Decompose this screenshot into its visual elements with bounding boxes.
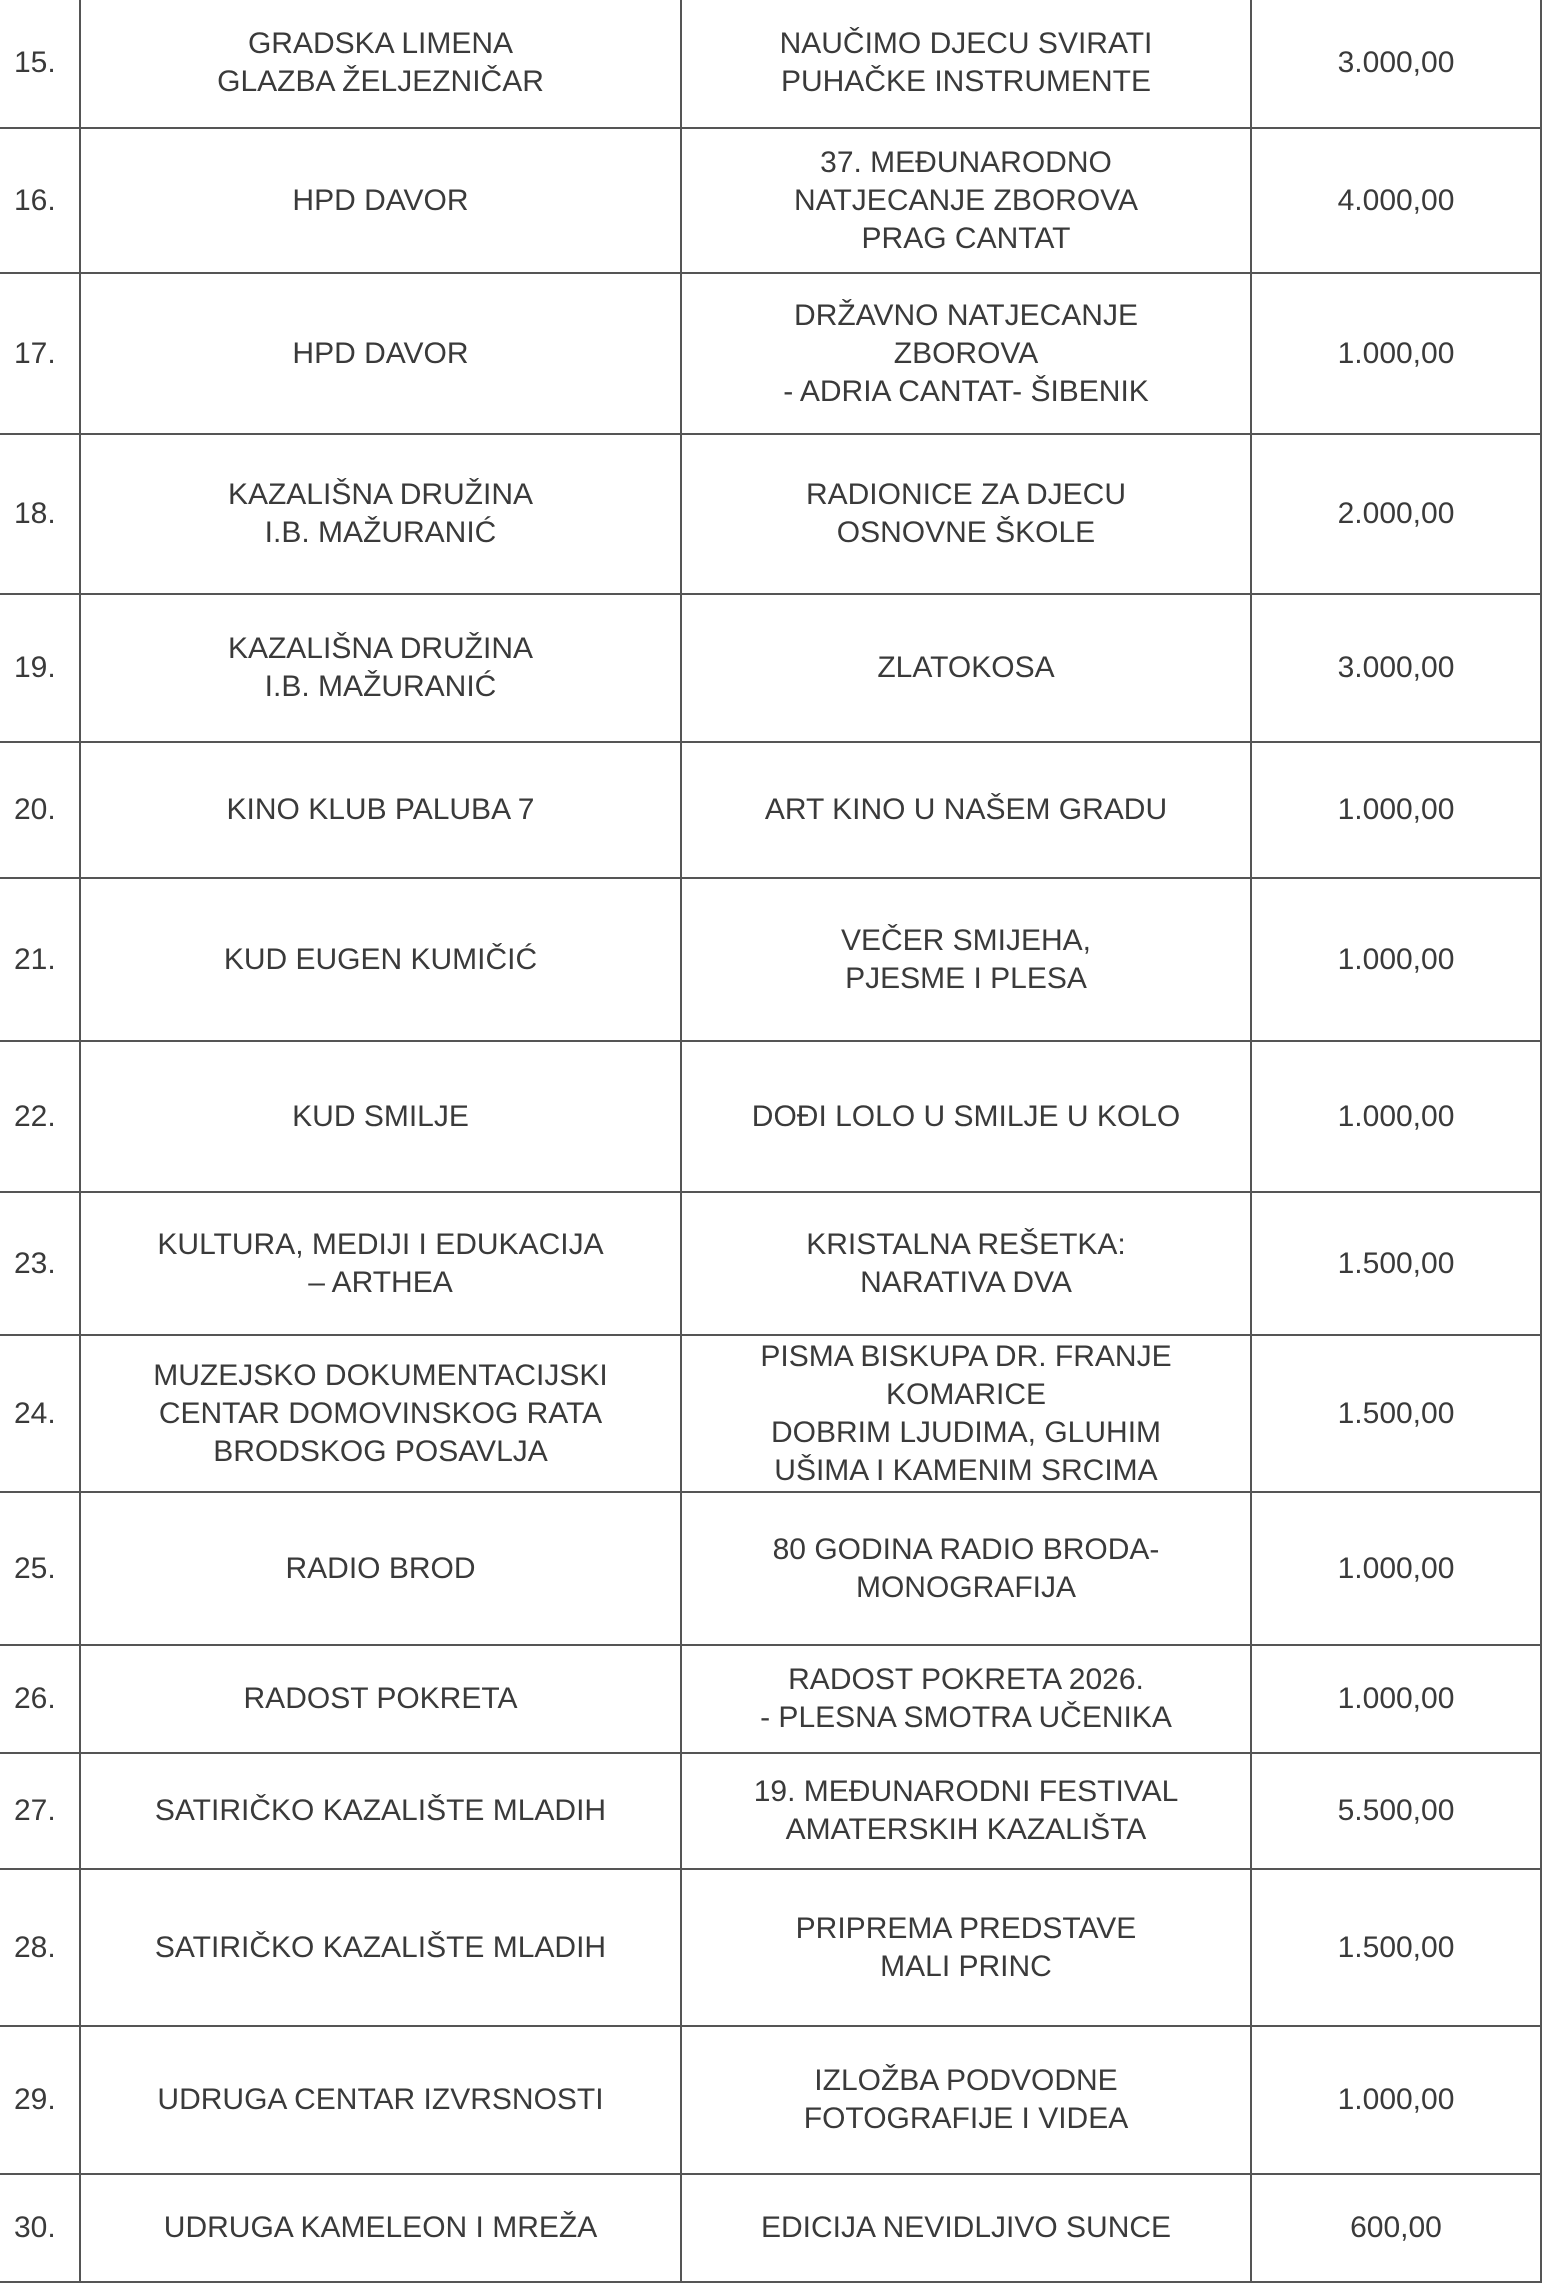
row-number: 15. <box>0 0 80 128</box>
project-cell: PISMA BISKUPA DR. FRANJE KOMARICE DOBRIM LJUDIMA, GLUHIM UŠIMA I KAMENIM SRCIMA <box>681 1335 1251 1492</box>
row-number: 21. <box>0 878 80 1041</box>
organization-cell: HPD DAVOR <box>80 273 681 434</box>
table-row <box>0 1335 1541 1492</box>
organization-cell: KAZALIŠNA DRUŽINA I.B. MAŽURANIĆ <box>80 594 681 742</box>
row-number: 25. <box>0 1492 80 1645</box>
amount-cell: 1.500,00 <box>1251 1335 1541 1492</box>
amount-cell: 4.000,00 <box>1251 128 1541 273</box>
amount-cell: 3.000,00 <box>1251 0 1541 128</box>
organization-cell: GRADSKA LIMENA GLAZBA ŽELJEZNIČAR <box>80 0 681 128</box>
amount-cell: 1.000,00 <box>1251 878 1541 1041</box>
amount-cell: 2.000,00 <box>1251 434 1541 594</box>
project-cell: 80 GODINA RADIO BRODA- MONOGRAFIJA <box>681 1492 1251 1645</box>
organization-cell: RADOST POKRETA <box>80 1645 681 1753</box>
row-number: 17. <box>0 273 80 434</box>
table-row <box>0 128 1541 273</box>
table-row <box>0 1869 1541 2026</box>
table-row <box>0 273 1541 434</box>
amount-cell: 1.000,00 <box>1251 1645 1541 1753</box>
table-row <box>0 0 1541 128</box>
table-row <box>0 1645 1541 1753</box>
project-cell: NAUČIMO DJECU SVIRATI PUHAČKE INSTRUMENTE <box>681 0 1251 128</box>
table-row <box>0 1492 1541 1645</box>
amount-cell: 1.500,00 <box>1251 1869 1541 2026</box>
project-cell: 37. MEĐUNARODNO NATJECANJE ZBOROVA PRAG CANTAT <box>681 128 1251 273</box>
amount-cell: 3.000,00 <box>1251 594 1541 742</box>
row-number: 22. <box>0 1041 80 1192</box>
organization-cell: HPD DAVOR <box>80 128 681 273</box>
project-cell: RADOST POKRETA 2026. - PLESNA SMOTRA UČENIKA <box>681 1645 1251 1753</box>
row-number: 19. <box>0 594 80 742</box>
table-row <box>0 878 1541 1041</box>
row-number: 28. <box>0 1869 80 2026</box>
table-row <box>0 2174 1541 2282</box>
project-cell: PRIPREMA PREDSTAVE MALI PRINC <box>681 1869 1251 2026</box>
organization-cell: KAZALIŠNA DRUŽINA I.B. MAŽURANIĆ <box>80 434 681 594</box>
row-number: 27. <box>0 1753 80 1869</box>
table-row <box>0 594 1541 742</box>
table-row <box>0 1753 1541 1869</box>
project-cell: DRŽAVNO NATJECANJE ZBOROVA - ADRIA CANTAT- ŠIBENIK <box>681 273 1251 434</box>
row-number: 20. <box>0 742 80 878</box>
amount-cell: 1.000,00 <box>1251 273 1541 434</box>
row-number: 16. <box>0 128 80 273</box>
table-row <box>0 1192 1541 1335</box>
row-number: 24. <box>0 1335 80 1492</box>
row-number: 29. <box>0 2026 80 2174</box>
organization-cell: RADIO BROD <box>80 1492 681 1645</box>
row-number: 30. <box>0 2174 80 2282</box>
organization-cell: SATIRIČKO KAZALIŠTE MLADIH <box>80 1869 681 2026</box>
amount-cell: 1.000,00 <box>1251 1041 1541 1192</box>
row-number: 26. <box>0 1645 80 1753</box>
organization-cell: KUD EUGEN KUMIČIĆ <box>80 878 681 1041</box>
amount-cell: 1.000,00 <box>1251 2026 1541 2174</box>
project-cell: VEČER SMIJEHA, PJESME I PLESA <box>681 878 1251 1041</box>
table-row <box>0 434 1541 594</box>
table-row <box>0 1041 1541 1192</box>
table-row <box>0 2026 1541 2174</box>
table-row <box>0 742 1541 878</box>
organization-cell: MUZEJSKO DOKUMENTACIJSKI CENTAR DOMOVINSKOG RATA BRODSKOG POSAVLJA <box>80 1335 681 1492</box>
organization-cell: KINO KLUB PALUBA 7 <box>80 742 681 878</box>
amount-cell: 1.000,00 <box>1251 1492 1541 1645</box>
project-cell: KRISTALNA REŠETKA: NARATIVA DVA <box>681 1192 1251 1335</box>
amount-cell: 600,00 <box>1251 2174 1541 2282</box>
organization-cell: UDRUGA KAMELEON I MREŽA <box>80 2174 681 2282</box>
row-number: 18. <box>0 434 80 594</box>
amount-cell: 1.500,00 <box>1251 1192 1541 1335</box>
amount-cell: 1.000,00 <box>1251 742 1541 878</box>
organization-cell: KUD SMILJE <box>80 1041 681 1192</box>
organization-cell: UDRUGA CENTAR IZVRSNOSTI <box>80 2026 681 2174</box>
project-cell: ZLATOKOSA <box>681 594 1251 742</box>
organization-cell: SATIRIČKO KAZALIŠTE MLADIH <box>80 1753 681 1869</box>
project-cell: RADIONICE ZA DJECU OSNOVNE ŠKOLE <box>681 434 1251 594</box>
row-number: 23. <box>0 1192 80 1335</box>
project-cell: EDICIJA NEVIDLJIVO SUNCE <box>681 2174 1251 2282</box>
amount-cell: 5.500,00 <box>1251 1753 1541 1869</box>
project-cell: 19. MEĐUNARODNI FESTIVAL AMATERSKIH KAZALIŠTA <box>681 1753 1251 1869</box>
project-cell: ART KINO U NAŠEM GRADU <box>681 742 1251 878</box>
project-cell: IZLOŽBA PODVODNE FOTOGRAFIJE I VIDEA <box>681 2026 1251 2174</box>
organization-cell: KULTURA, MEDIJI I EDUKACIJA – ARTHEA <box>80 1192 681 1335</box>
project-cell: DOĐI LOLO U SMILJE U KOLO <box>681 1041 1251 1192</box>
